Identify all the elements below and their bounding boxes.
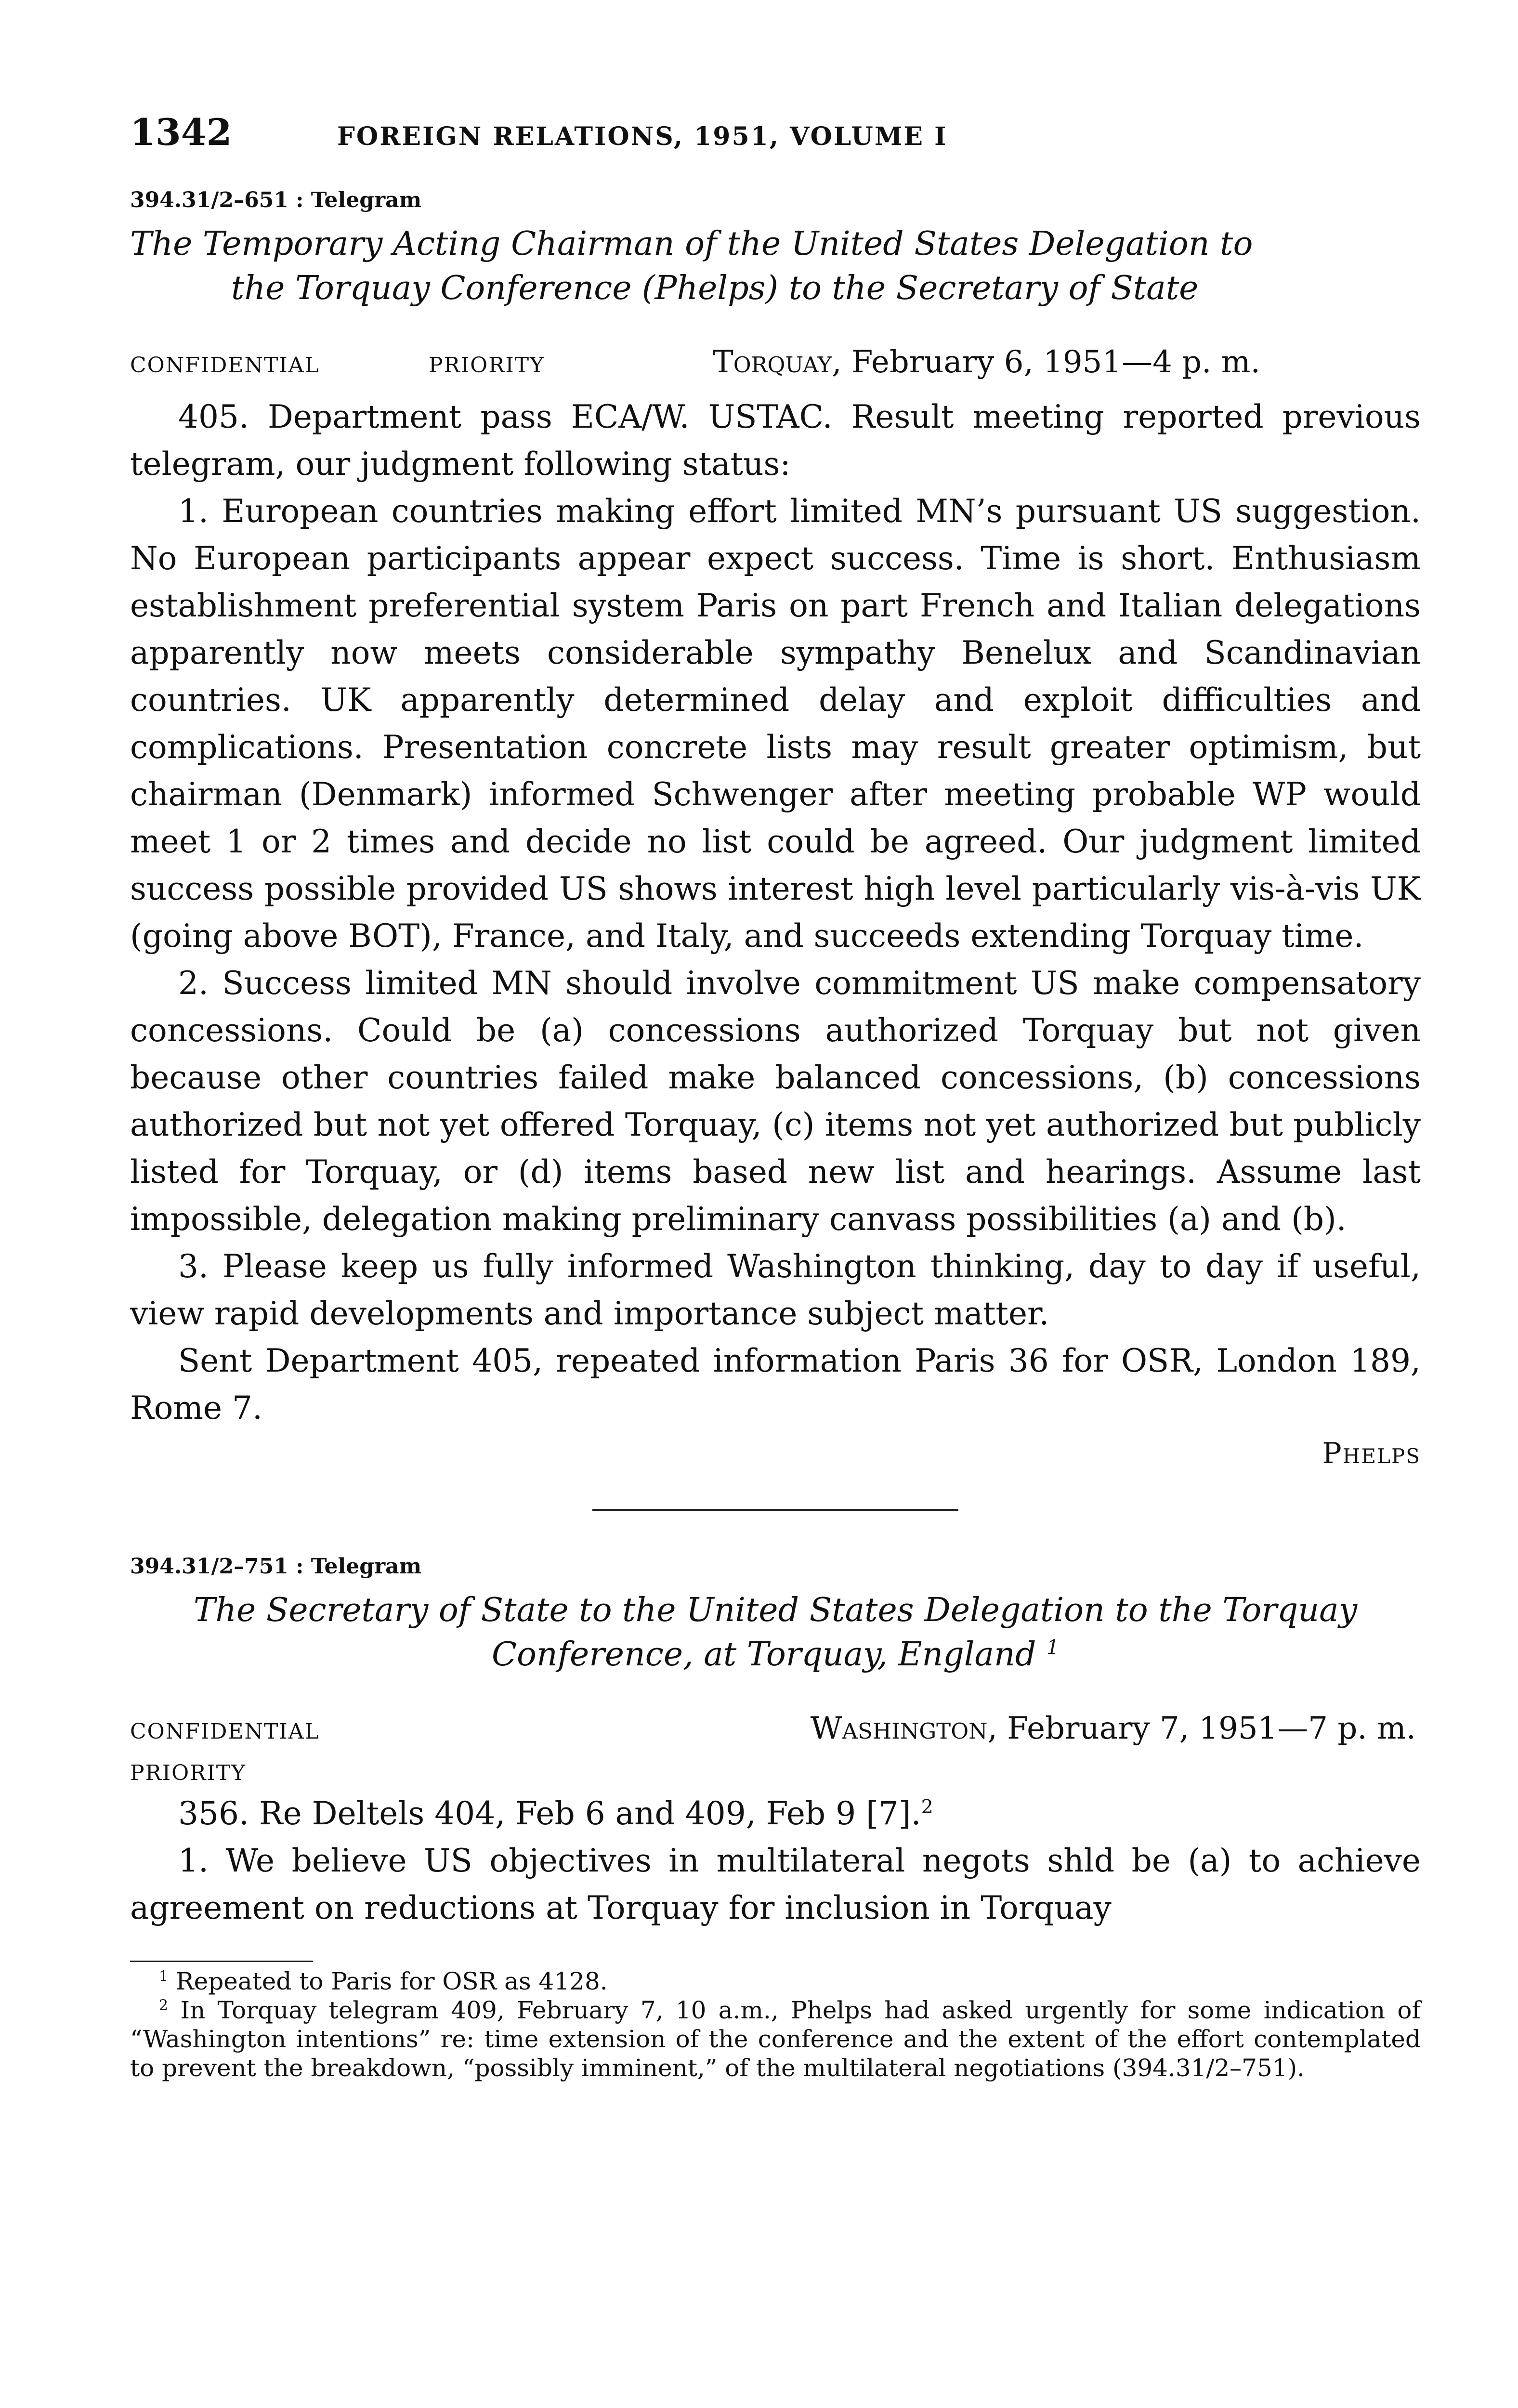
doc1-file-id: 394.31/2–651 : Telegram <box>130 188 422 212</box>
doc2-heading <box>130 1588 1421 1677</box>
section-divider <box>592 1509 958 1511</box>
footnote-divider <box>130 1961 313 1962</box>
doc1-paragraph: 405. Department pass ECA/W. USTAC. Result meeting reported previous telegram, our judgment following status: <box>130 398 1421 483</box>
doc1-classification: CONFIDENTIAL <box>130 353 320 378</box>
doc1-paragraph: Sent Department 405, repeated information Paris 36 for OSR, London 189, Rome 7. <box>130 1342 1421 1426</box>
doc1-signature: Phelps <box>1322 1437 1421 1470</box>
doc1-body <box>130 393 1421 1432</box>
doc2-title-line2-wrap <box>130 1633 1421 1677</box>
footnote <box>130 1996 1421 2082</box>
doc1-title-line2: the Torquay Conference (Phelps) to the Secretary of State <box>231 269 1199 307</box>
footnote-mark: 2 <box>159 1997 169 2014</box>
doc1-title-line1: The Temporary Acting Chairman of the United States Delegation to <box>130 225 1253 263</box>
running-title: FOREIGN RELATIONS, 1951, VOLUME I <box>337 122 948 151</box>
doc2-classification: CONFIDENTIAL <box>130 1719 320 1744</box>
doc1-heading <box>130 222 1421 311</box>
doc2-place: Washington <box>810 1711 988 1746</box>
doc2-title-line2: Conference, at Torquay, England <box>492 1636 1036 1674</box>
doc2-priority: PRIORITY <box>130 1761 247 1785</box>
footnote-text: Repeated to Paris for OSR as 4128. <box>176 1967 608 1995</box>
footnote-mark: 1 <box>159 1968 169 1985</box>
doc2-meta-row <box>130 1711 1421 1746</box>
doc2-paragraph: 1. We believe US objectives in multilateral negots shld be (a) to achieve agreement on reductions at Torquay for inclusion in Torquay <box>130 1842 1421 1926</box>
doc2-body <box>130 1790 1421 1932</box>
doc1-date: , February 6, 1951—4 p. m. <box>832 344 1260 380</box>
doc2-date: , February 7, 1951—7 p. m. <box>987 1711 1416 1746</box>
doc1-paragraph: 1. European countries making effort limited MN’s pursuant US suggestion. No European participants appear expect success. Time is short. Enthusiasm establishment preferential system Paris on part French and Italian delegations apparently now meets considerable sympathy Benelux and Scandinavian countries. UK apparently determined delay and exploit difficulties and complications. Presentation concrete lists may result greater optimism, but chairman (Denmark) informed Schwenger after meeting probable WP would meet 1 or 2 times and decide no list could be agreed. Our judgment limited success possible provided US shows interest high level particularly vis-à-vis UK (going above BOT), France, and Italy, and succeeds extending Torquay time. <box>130 493 1421 955</box>
footnote-ref: 2 <box>921 1796 933 1818</box>
doc1-priority: PRIORITY <box>429 353 545 378</box>
doc2-paragraph <box>130 1790 1421 1837</box>
running-header <box>130 111 1421 154</box>
footnote <box>130 1967 1421 1996</box>
footnotes <box>130 1967 1421 2082</box>
doc2-dateline <box>811 1711 1416 1746</box>
doc2-para1: 356. Re Deltels 404, Feb 6 and 409, Feb 9 [7]. <box>178 1795 921 1832</box>
footnote-ref: 1 <box>1047 1636 1059 1659</box>
doc1-paragraph: 2. Success limited MN should involve commitment US make compensatory concessions. Could be (a) concessions authorized Torquay but not given because other countries failed make balanced concessions, (b) concessions authorized but not yet offered Torquay, (c) items not yet authorized but publicly listed for Torquay, or (d) items based new list and hearings. Assume last impossible, delegation making preliminary canvass possibilities (a) and (b). <box>130 965 1421 1238</box>
page-number: 1342 <box>130 111 232 154</box>
footnote-text: In Torquay telegram 409, February 7, 10 a.m., Phelps had asked urgently for some indication of “Washington intentions” re: time extension of the conference and the extent of the effort contemplated to prevent the breakdown, “possibly imminent,” of the multilateral negotiations (394.31/2–751). <box>130 1996 1421 2082</box>
doc1-dateline <box>713 344 1421 380</box>
doc1-meta-row <box>130 344 1421 380</box>
doc1-paragraph: 3. Please keep us fully informed Washington thinking, day to day if useful, view rapid developments and importance subject matter. <box>130 1248 1421 1332</box>
doc2-file-id: 394.31/2–751 : Telegram <box>130 1554 422 1579</box>
doc1-place: Torquay <box>713 344 832 380</box>
doc2-title-line1: The Secretary of State to the United States Delegation to the Torquay <box>193 1591 1358 1629</box>
document-page <box>130 111 1421 2082</box>
